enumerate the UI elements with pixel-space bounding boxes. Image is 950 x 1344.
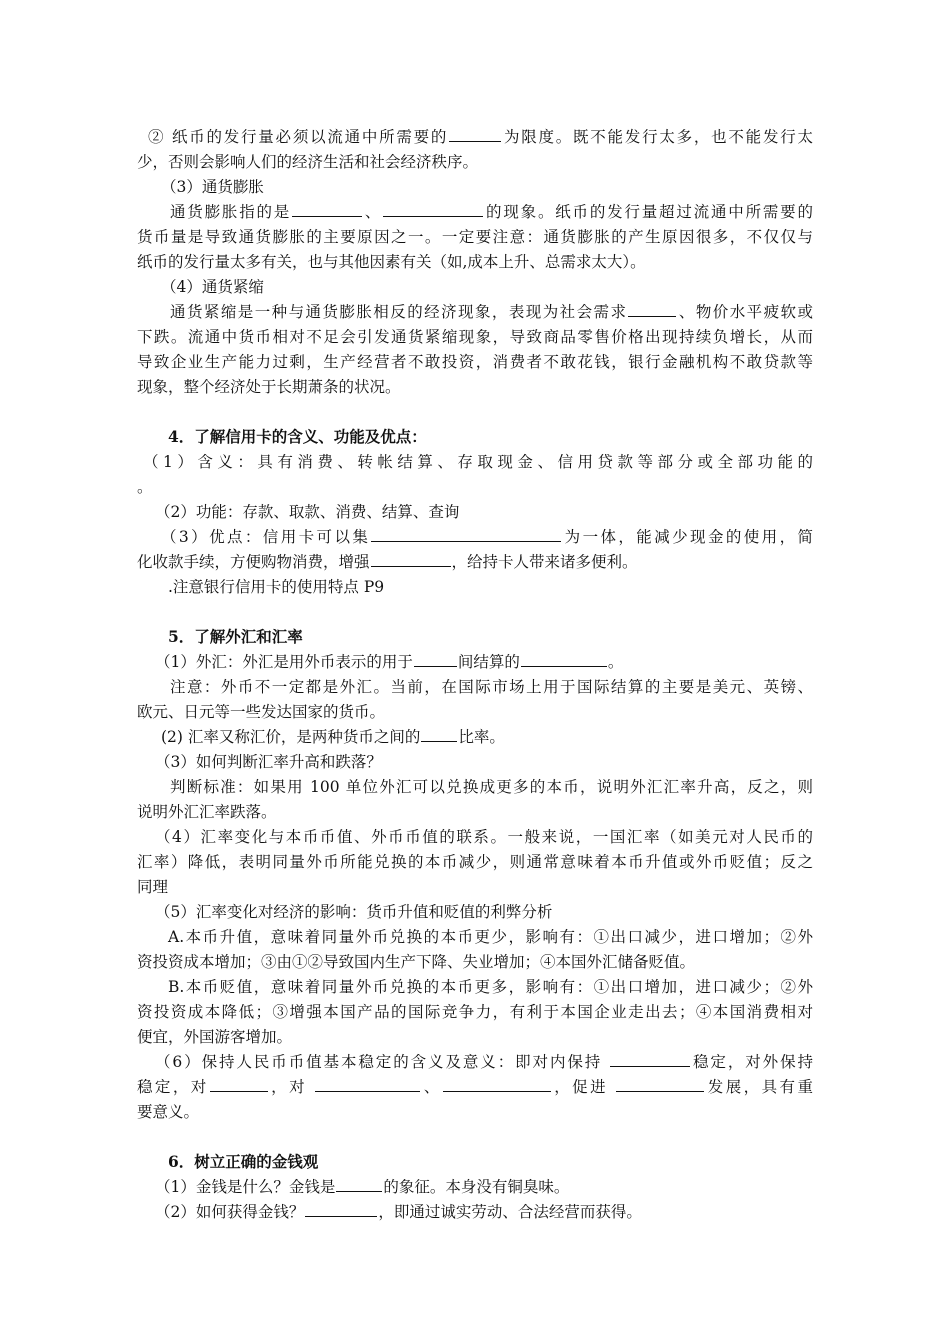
text-line: 下跌。流通中货币相对不足会引发通货紧缩现象，导致商品零售价格出现持续负增长，从而 — [137, 328, 813, 346]
section-heading: 5．了解外汇和汇率 — [168, 627, 303, 646]
text-line: （2）如何获得金钱？ ，即通过诚实劳动、合法经营而获得。 — [155, 1203, 642, 1221]
text-line: 资投资成本降低；③增强本国产品的国际竞争力，有利于本国企业走出去；④本国消费相对 — [137, 1003, 813, 1021]
blank-line — [336, 1176, 382, 1192]
text-line: （2）功能：存款、取款、消费、结算、查询 — [155, 503, 460, 521]
blank-line — [292, 201, 362, 217]
text-line: 通货膨胀指的是 、 的现象。纸币的发行量超过流通中所需要的 — [170, 203, 813, 221]
text-line: 要意义。 — [137, 1103, 200, 1121]
blank-line — [449, 126, 501, 142]
text-line: ② 纸币的发行量必须以流通中所需要的 为限度。既不能发行太多，也不能发行太 — [148, 128, 813, 146]
text-line: 化收款手续，方便购物消费，增强 ，给持卡人带来诸多便利。 — [137, 553, 638, 571]
blank-line — [421, 726, 457, 742]
text-line: 导致企业生产能力过剩，生产经营者不敢投资，消费者不敢花钱，银行金融机构不敢贷款等 — [137, 353, 813, 371]
text-line: .注意银行信用卡的使用特点 P9 — [168, 578, 385, 596]
section-heading: 4．了解信用卡的含义、功能及优点： — [168, 427, 427, 446]
text-line: （4）汇率变化与本币币值、外币币值的联系。一般来说，一国汇率（如美元对人民币的 — [155, 828, 813, 846]
text-line: 货币量是导致通货膨胀的主要原因之一。一定要注意：通货膨胀的产生原因很多，不仅仅与 — [137, 228, 813, 246]
blank-line — [610, 1051, 690, 1067]
text-line: 便宜，外国游客增加。 — [137, 1028, 293, 1046]
text-line: （1）含义：具有消费、转帐结算、存取现金、信用贷款等部分或全部功能的 — [143, 453, 813, 471]
text-line: 说明外汇汇率跌落。 — [137, 803, 277, 821]
text-line: B.本币贬值，意味着同量外币兑换的本币更多，影响有：①出口增加，进口减少；②外 — [168, 978, 813, 996]
text-line: 资投资成本增加；③由①②导致国内生产下降、失业增加；④本国外汇储备贬值。 — [137, 953, 696, 971]
blank-line — [383, 201, 483, 217]
blank-line — [414, 651, 457, 667]
text-line: （3）如何判断汇率升高和跌落？ — [155, 753, 382, 771]
blank-line — [305, 1201, 377, 1217]
text-line: 现象，整个经济处于长期萧条的状况。 — [137, 378, 401, 396]
text-line: 汇率）降低，表明同量外币所能兑换的本币减少，则通常意味着本币升值或外币贬值；反之 — [137, 853, 813, 871]
blank-line — [371, 551, 451, 567]
text-line: （6）保持人民币币值基本稳定的含义及意义：即对内保持 稳定，对外保持 — [155, 1053, 813, 1071]
text-line: （4）通货紧缩 — [161, 278, 264, 296]
blank-line — [616, 1076, 704, 1092]
blank-line — [210, 1076, 268, 1092]
text-line: 同理 — [137, 878, 169, 896]
text-line: （5）汇率变化对经济的影响：货币升值和贬值的利弊分析 — [155, 903, 553, 921]
blank-line — [315, 1076, 420, 1092]
text-line: 纸币的发行量太多有关，也与其他因素有关（如,成本上升、总需求太大）。 — [137, 253, 646, 271]
text-line: （1）外汇：外汇是用外币表示的用于 间结算的 。 — [155, 653, 624, 671]
blank-line — [443, 1076, 551, 1092]
text-line: （3）优点：信用卡可以集 为一体，能减少现金的使用，简 — [161, 528, 813, 546]
text-line: 判断标准：如果用 100 单位外汇可以兑换成更多的本币，说明外汇汇率升高，反之，则 — [170, 778, 813, 796]
blank-line — [521, 651, 607, 667]
text-line: （3）通货膨胀 — [161, 178, 264, 196]
blank-line — [371, 526, 561, 542]
text-line: 通货紧缩是一种与通货膨胀相反的经济现象，表现为社会需求 、物价水平疲软或 — [170, 303, 813, 321]
section-heading: 6．树立正确的金钱观 — [168, 1152, 319, 1171]
blank-line — [628, 301, 676, 317]
text-line: 。 — [137, 478, 153, 496]
text-line: 注意：外币不一定都是外汇。当前，在国际市场上用于国际结算的主要是美元、英镑、 — [170, 678, 813, 696]
text-line: （1）金钱是什么？金钱是 的象征。本身没有铜臭味。 — [155, 1178, 570, 1196]
text-line: (2) 汇率又称汇价，是两种货币之间的 比率。 — [161, 728, 505, 746]
text-line: A.本币升值，意味着同量外币兑换的本币更少，影响有：①出口减少，进口增加；②外 — [168, 928, 813, 946]
text-line: 稳定，对 ，对 、 ，促进 发展，具有重 — [137, 1078, 813, 1096]
text-line: 少，否则会影响人们的经济生活和社会经济秩序。 — [137, 153, 479, 171]
text-line: 欧元、日元等一些发达国家的货币。 — [137, 703, 386, 721]
